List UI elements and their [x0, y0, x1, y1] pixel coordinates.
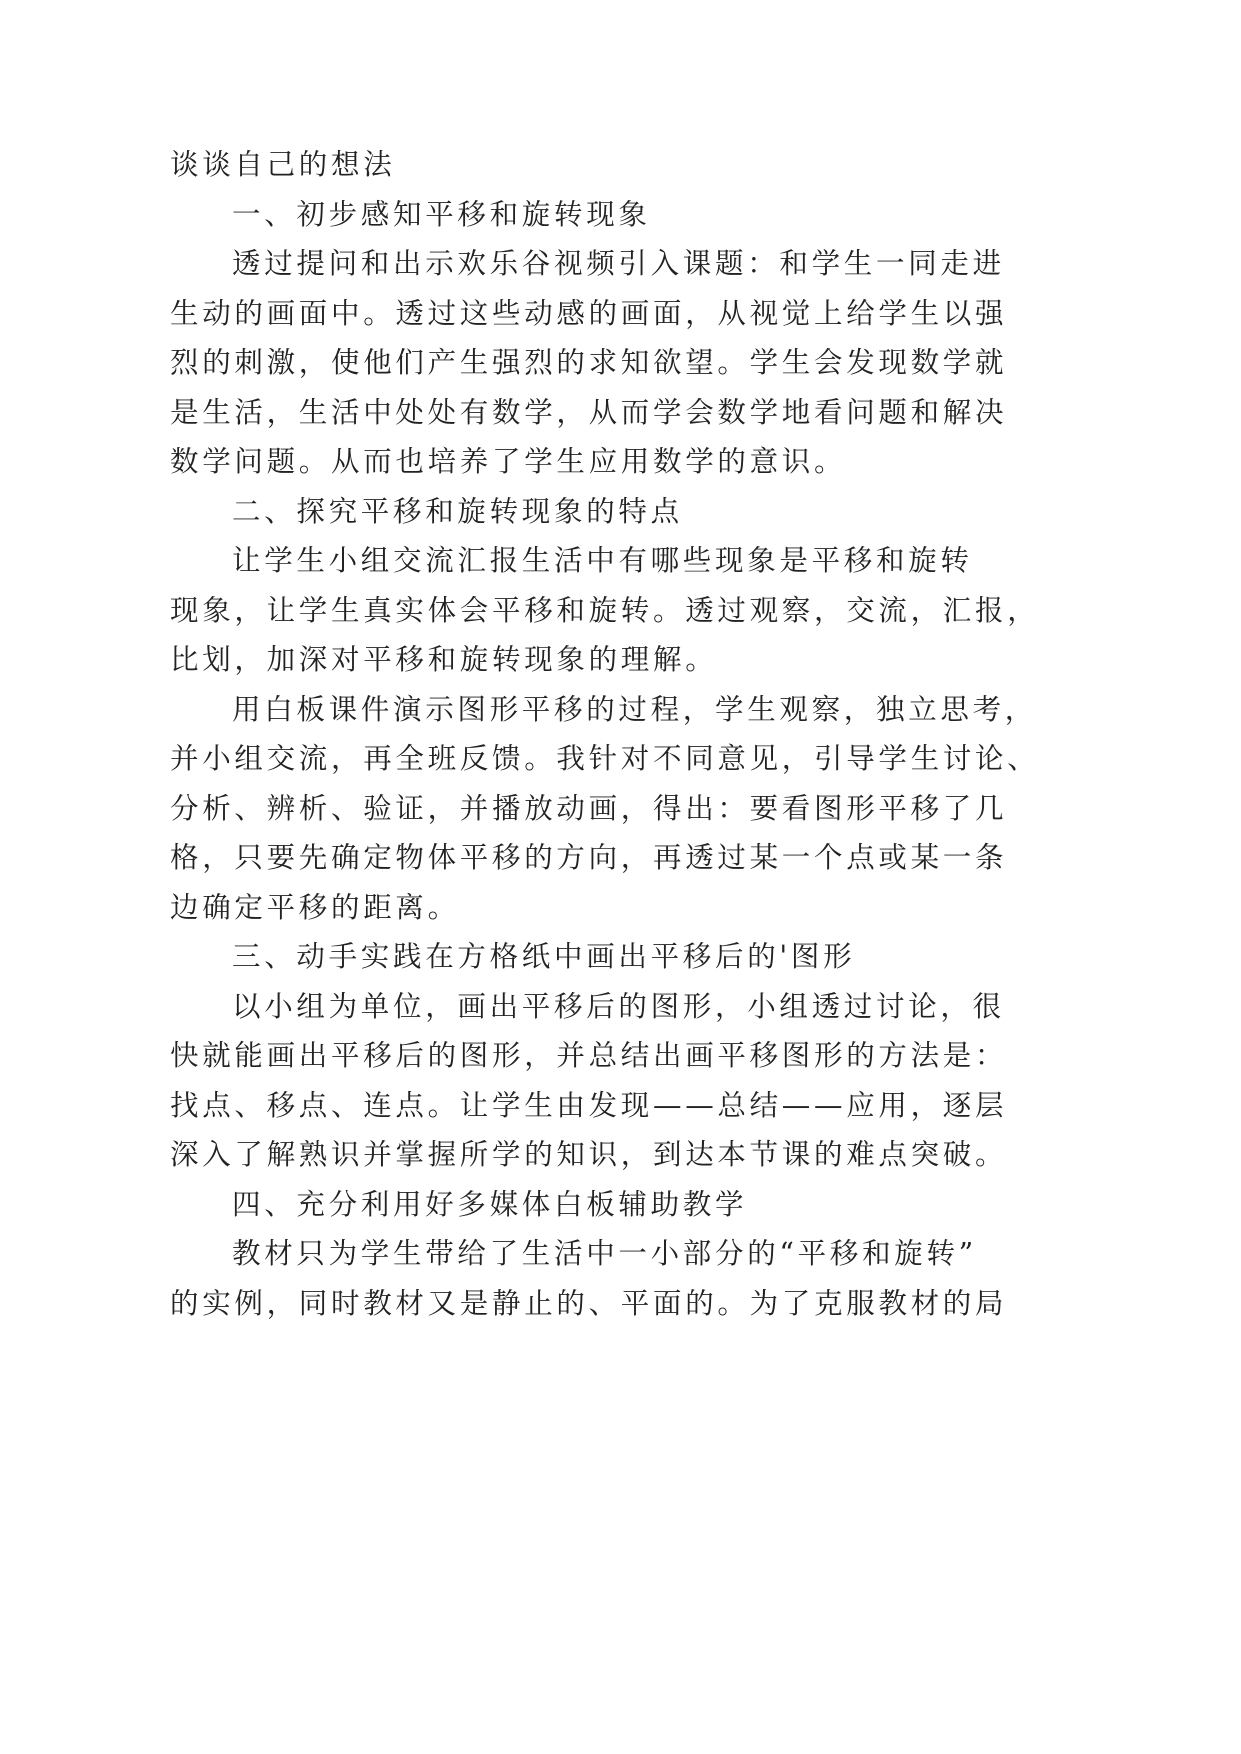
paragraph-line: 让学生小组交流汇报生活中有哪些现象是平移和旋转: [232, 544, 973, 577]
paragraph-line: 以小组为单位，画出平移后的图形，小组透过讨论，很: [232, 989, 1005, 1023]
paragraph-line: 边确定平移的距离。: [170, 890, 460, 924]
paragraph-line: 现象，让学生真实体会平移和旋转。透过观察，交流，汇报，: [170, 593, 1040, 627]
paragraph-line: 深入了解熟识并掌握所学的知识，到达本节课的难点突破。: [170, 1138, 1008, 1171]
paragraph-line: 是生活，生活中处处有数学，从而学会数学地看问题和解决: [170, 395, 1008, 429]
section-heading: 一、初步感知平移和旋转现象: [232, 197, 651, 231]
section-heading: 三、动手实践在方格纸中画出平移后的'图形: [232, 940, 856, 973]
paragraph-line: 比划，加深对平移和旋转现象的理解。: [170, 643, 718, 676]
paragraph-line: 透过提问和出示欢乐谷视频引入课题：和学生一同走进: [232, 247, 1005, 280]
paragraph-line: 并小组交流，再全班反馈。我针对不同意见，引导学生讨论、: [170, 742, 1040, 775]
section-heading: 四、充分利用好多媒体白板辅助教学: [232, 1187, 748, 1221]
paragraph-line: 烈的刺激，使他们产生强烈的求知欲望。学生会发现数学就: [170, 346, 1008, 379]
paragraph-line: 的实例，同时教材又是静止的、平面的。为了克服教材的局: [170, 1286, 1008, 1320]
paragraph-line: 找点、移点、连点。让学生由发现——总结——应用，逐层: [170, 1088, 1008, 1122]
paragraph-line: 生动的画面中。透过这些动感的画面，从视觉上给学生以强: [170, 296, 1008, 330]
section-heading: 二、探究平移和旋转现象的特点: [232, 494, 683, 528]
paragraph-line: 谈谈自己的想法: [170, 148, 396, 181]
document-body: [170, 140, 1040, 1328]
paragraph-line: 格，只要先确定物体平移的方向，再透过某一个点或某一条: [170, 841, 1008, 874]
paragraph-line: 分析、辨析、验证，并播放动画，得出：要看图形平移了几: [170, 791, 1008, 825]
paragraph-line: 快就能画出平移后的图形，并总结出画平移图形的方法是：: [170, 1039, 1008, 1072]
paragraph-line: 教材只为学生带给了生活中一小部分的“平移和旋转”: [232, 1237, 977, 1270]
paragraph-line: 用白板课件演示图形平移的过程，学生观察，独立思考，: [232, 692, 1038, 726]
paragraph-line: 数学问题。从而也培养了学生应用数学的意识。: [170, 445, 847, 478]
